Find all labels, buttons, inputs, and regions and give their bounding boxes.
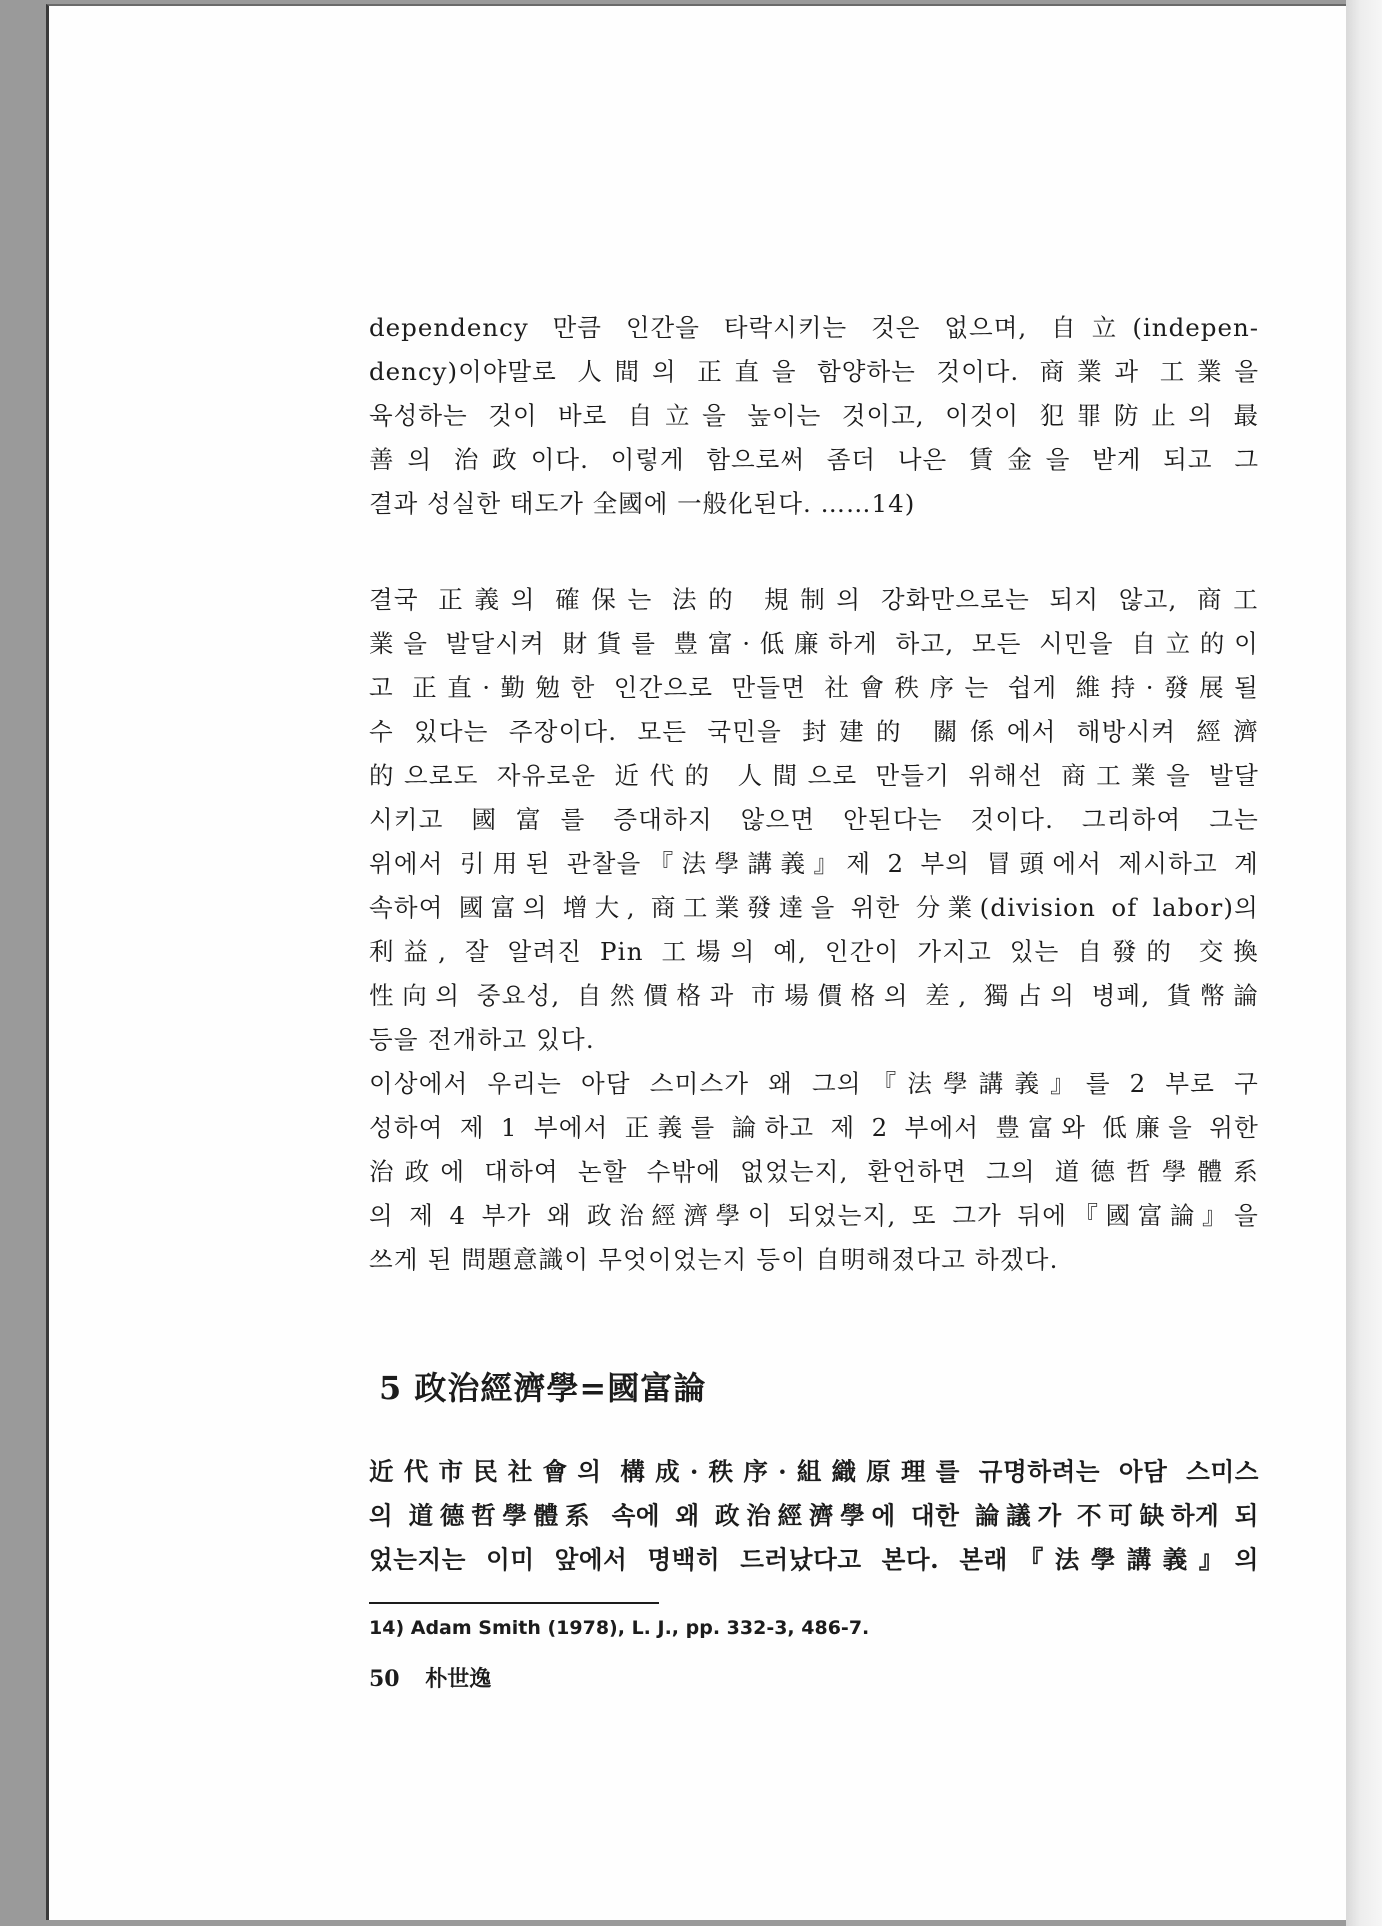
footnote-divider xyxy=(369,1602,659,1604)
quote-line: dency)이야말로 人間의 正直을 함양하는 것이다. 商業과 工業을 xyxy=(369,357,1259,386)
page-content xyxy=(369,306,1259,1694)
paragraph-line: 속하여 國富의 增大, 商工業發達을 위한 分業(division of labor)의 xyxy=(369,893,1259,922)
paragraph-line: 위에서 引用된 관찰을『法學講義』제 2 부의 冒頭에서 제시하고 계 xyxy=(369,849,1259,878)
paragraph-line: 수 있다는 주장이다. 모든 국민을 封建的 關係에서 해방시켜 經濟 xyxy=(369,717,1259,746)
page-edge-shadow xyxy=(1346,0,1382,1926)
paragraph-line: 業을 발달시켜 財貨를 豊富·低廉하게 하고, 모든 시민을 自立的이 xyxy=(369,629,1259,658)
paragraph-line: 시키고 國富를 증대하지 않으면 안된다는 것이다. 그리하여 그는 xyxy=(369,805,1259,834)
quote-line: 육성하는 것이 바로 自立을 높이는 것이고, 이것이 犯罪防止의 最 xyxy=(369,401,1259,430)
quote-line: 결과 성실한 태도가 全國에 一般化된다. ……14) xyxy=(369,489,916,518)
paragraph-line: 의 道德哲學體系 속에 왜 政治經濟學에 대한 論議가 不可缺하게 되 xyxy=(369,1501,1259,1530)
paragraph-line: 治政에 대하여 논할 수밖에 없었는지, 환언하면 그의 道德哲學體系 xyxy=(369,1157,1259,1186)
paragraph-line: 利益, 잘 알려진 Pin 工場의 예, 인간이 가지고 있는 自發的 交換 xyxy=(369,937,1259,966)
footnote: 14) Adam Smith (1978), L. J., pp. 332-3, 486-7. xyxy=(369,1617,870,1639)
running-author: 朴世逸 xyxy=(425,1666,492,1692)
paragraph-line: 쓰게 된 問題意識이 무엇이었는지 등이 自明해졌다고 하겠다. xyxy=(369,1245,1059,1274)
book-page xyxy=(46,4,1349,1920)
paragraph-line: 등을 전개하고 있다. xyxy=(369,1025,595,1054)
body-paragraph xyxy=(369,1062,1259,1282)
paragraph-line: 의 제 4 부가 왜 政治經濟學이 되었는지, 또 그가 뒤에『國富論』을 xyxy=(369,1201,1259,1230)
paragraph-line: 성하여 제 1 부에서 正義를 論하고 제 2 부에서 豊富와 低廉을 위한 xyxy=(369,1113,1259,1142)
page-number: 50 xyxy=(369,1666,400,1692)
paragraph-line: 결국 正義의 確保는 法的 規制의 강화만으로는 되지 않고, 商工 xyxy=(369,585,1259,614)
paragraph-line: 이상에서 우리는 아담 스미스가 왜 그의『法學講義』를 2 부로 구 xyxy=(369,1069,1259,1098)
section-title: 政治經濟學=國富論 xyxy=(414,1369,707,1407)
paragraph-line: 었는지는 이미 앞에서 명백히 드러났다고 본다. 본래『法學講義』의 xyxy=(369,1545,1259,1574)
body-paragraph xyxy=(369,578,1259,1062)
page-footer xyxy=(369,1664,1259,1694)
paragraph-line: 近代市民社會의 構成·秩序·組織原理를 규명하려는 아담 스미스 xyxy=(369,1457,1259,1486)
quote-line: dependency 만큼 인간을 타락시키는 것은 없으며, 自立(indepen- xyxy=(369,313,1259,342)
block-quote xyxy=(369,306,1259,526)
section-number: 5 xyxy=(379,1369,403,1407)
paragraph-line: 고 正直·勤勉한 인간으로 만들면 社會秩序는 쉽게 維持·發展될 xyxy=(369,673,1259,702)
quote-line: 善의 治政이다. 이렇게 함으로써 좀더 나은 賃金을 받게 되고 그 xyxy=(369,445,1259,474)
section-heading xyxy=(379,1368,1259,1408)
body-paragraph xyxy=(369,1450,1259,1582)
paragraph-line: 的으로도 자유로운 近代的 人間으로 만들기 위해선 商工業을 발달 xyxy=(369,761,1259,790)
paragraph-line: 性向의 중요성, 自然價格과 市場價格의 差, 獨占의 병폐, 貨幣論 xyxy=(369,981,1259,1010)
